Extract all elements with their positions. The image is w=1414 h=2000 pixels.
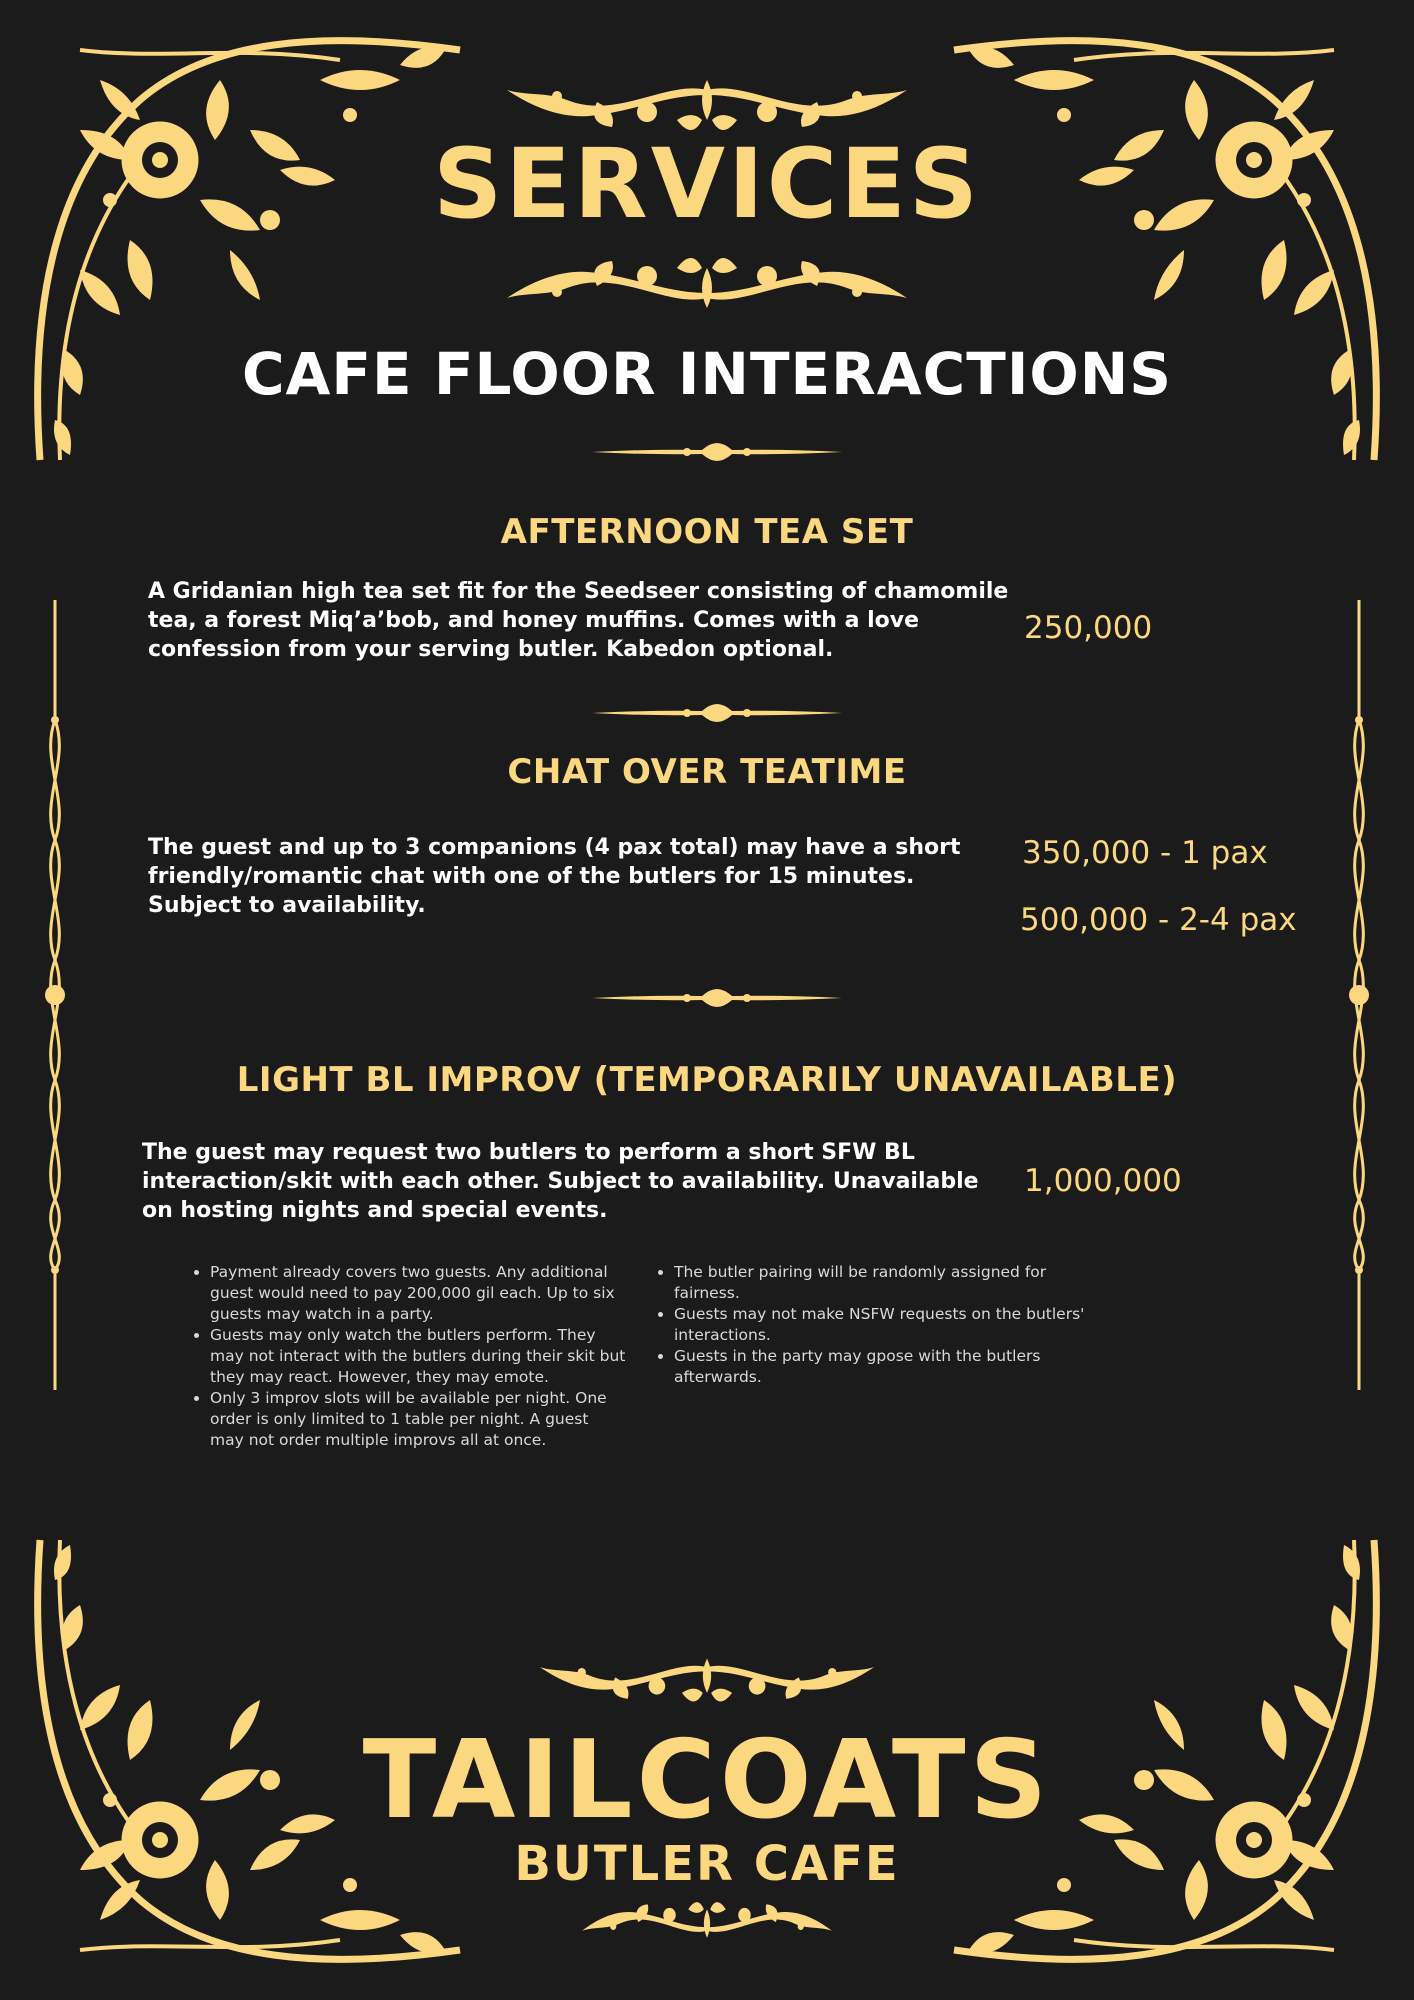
list-item: • Payment already covers two guests. Any additional guest would need to pay 200,000 gil each. Up to six guests may watch in a party. — [210, 1262, 626, 1325]
side-rail-ornament-icon — [40, 600, 70, 1390]
corner-flourish-icon — [20, 20, 490, 490]
section-description-afternoon-tea: A Gridanian high tea set fit for the Seedseer consisting of chamomile tea, a forest Miq’a’bob, and honey muffins. Comes with a love confession from your serving butler. Kabedon optional. — [148, 579, 1009, 662]
scroll-flourish-icon — [540, 1650, 874, 1710]
divider-ornament-icon — [592, 702, 842, 724]
list-item: • Guests may only watch the butlers perform. They may not interact with the butlers during their skit but they may react. However, they may emote. — [210, 1325, 626, 1388]
notes-left-list — [186, 1262, 626, 1451]
section-title-chat-over-teatime: CHAT OVER TEATIME — [507, 752, 907, 792]
list-item: • Only 3 improv slots will be available per night. One order is only limited to 1 table per night. A guest may not order multiple improvs all at once. — [210, 1388, 626, 1451]
side-rail-ornament-icon — [1344, 600, 1374, 1390]
section-description-chat-over-teatime: The guest and up to 3 companions (4 pax total) may have a short friendly/romantic chat with one of the butlers for 15 minutes. Subject to availability. — [148, 835, 961, 918]
section-description-light-bl-improv: The guest may request two butlers to perform a short SFW BL interaction/skit with each other. Subject to availability. Unavailable on hosting nights and special events. — [142, 1140, 979, 1223]
section-title-light-bl-improv: LIGHT BL IMPROV (TEMPORARILY UNAVAILABLE) — [236, 1060, 1178, 1100]
list-item: • Guests may not make NSFW requests on the butlers' interactions. — [674, 1304, 1090, 1346]
page-title: SERVICES — [433, 128, 981, 240]
notes-right-list — [650, 1262, 1090, 1388]
brand-subtitle: BUTLER CAFE — [514, 1836, 900, 1892]
price-chat-1-pax: 350,000 - 1 pax — [1022, 835, 1268, 871]
list-item: • The butler pairing will be randomly assigned for fairness. — [674, 1262, 1090, 1304]
price-light-bl-improv: 1,000,000 — [1024, 1163, 1182, 1199]
scroll-flourish-icon — [582, 1895, 832, 1945]
list-item: • Guests in the party may gpose with the butlers afterwards. — [674, 1346, 1090, 1388]
brand-name: TAILCOATS — [362, 1718, 1052, 1843]
page-subtitle: CAFE FLOOR INTERACTIONS — [241, 340, 1173, 408]
price-chat-2-4-pax: 500,000 - 2-4 pax — [1020, 902, 1297, 938]
price-afternoon-tea: 250,000 — [1024, 610, 1153, 646]
divider-ornament-icon — [592, 987, 842, 1009]
divider-ornament-icon — [592, 441, 842, 463]
section-title-afternoon-tea: AFTERNOON TEA SET — [500, 512, 914, 552]
scroll-flourish-icon — [507, 248, 907, 318]
corner-flourish-icon — [924, 20, 1394, 490]
